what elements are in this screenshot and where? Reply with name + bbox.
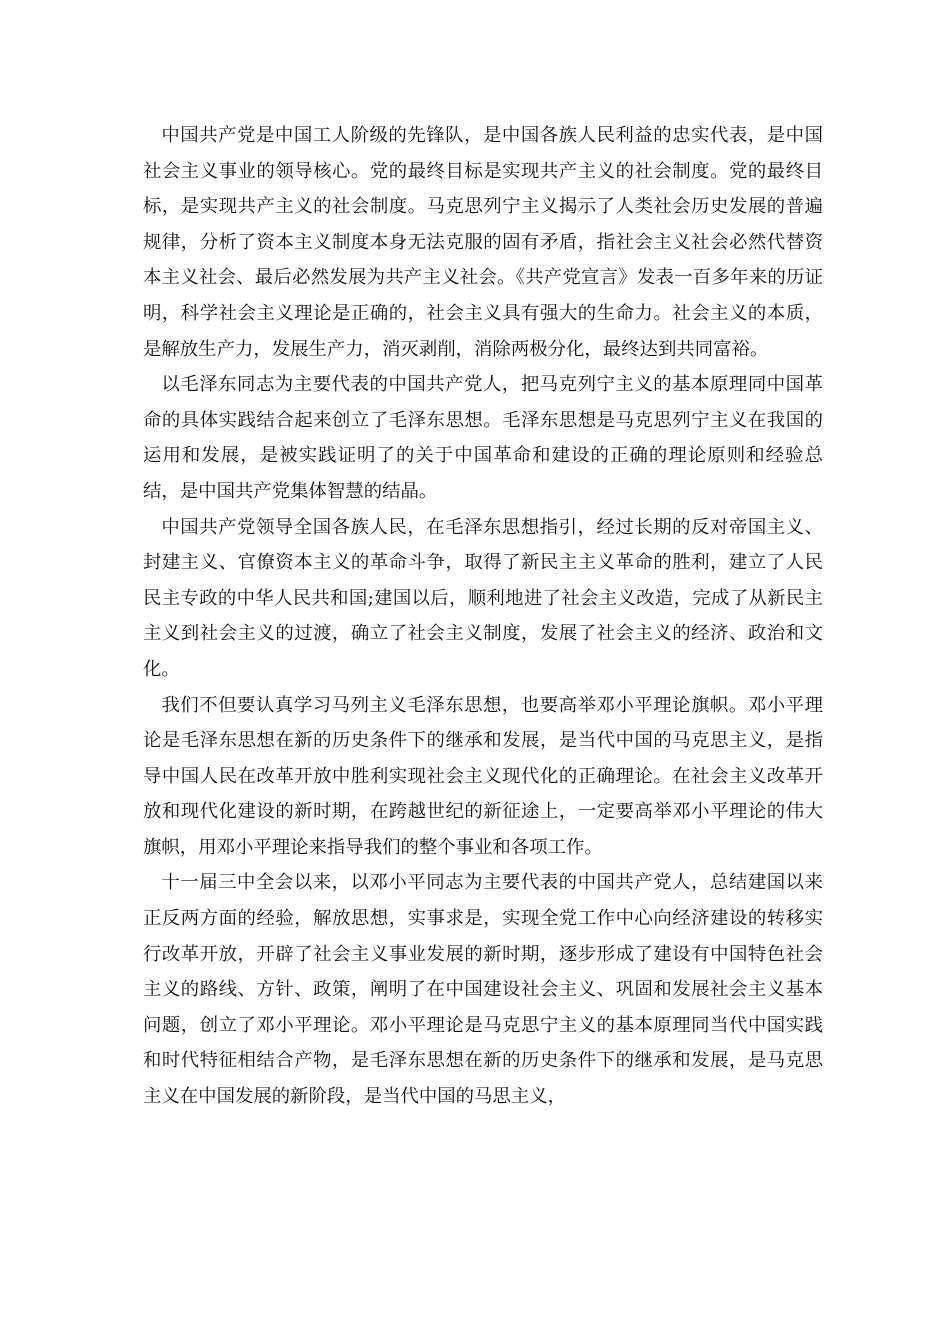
paragraph-5: 十一届三中全会以来，以邓小平同志为主要代表的中国共产党人，总结建国以来正反两方面的经验，解放思想，实事求是，实现全党工作中心向经济建设的转移实行改革开放，开辟了社会主义事业发展的新时期，逐步形成了建设有中国特色社会主义的路线、方针、政策，阐明了在中国建设社会主义、巩固和发展社会主义基本问题，创立了邓小平理论。邓小平理论是马克思宁主义的基本原理同当代中国实践和时代特征相结合产物，是毛泽东思想在新的历史条件下的继承和发展，是马克思主义在中国发展的新阶段，是当代中国的马思主义， — [143, 872, 823, 1108]
document-body — [143, 118, 823, 1115]
paragraph-1: 中国共产党是中国工人阶级的先锋队，是中国各族人民利益的忠实代表，是中国社会主义事业的领导核心。党的最终目标是实现共产主义的社会制度。党的最终目标，是实现共产主义的社会制度。马克思列宁主义揭示了人类社会历史发展的普遍规律，分析了资本主义制度本身无法克服的固有矛盾，指社会主义社会必然代替资本主义社会、最后必然发展为共产主义社会。《共产党宣言》发表一百多年来的历证明，科学社会主义理论是正确的，社会主义具有强大的生命力。社会主义的本质，是解放生产力，发展生产力，消灭剥削，消除两极分化，最终达到共同富裕。 — [143, 125, 823, 360]
paragraph-2: 以毛泽东同志为主要代表的中国共产党人，把马克列宁主义的基本原理同中国革命的具体实践结合起来创立了毛泽东思想。毛泽东思想是马克思列宁主义在我国的运用和发展，是被实践证明了的关于中国革命和建设的正确的理论原则和经验总结，是中国共产党集体智慧的结晶。 — [143, 374, 823, 502]
paragraph-4: 我们不但要认真学习马列主义毛泽东思想，也要高举邓小平理论旗帜。邓小平理论是毛泽东思想在新的历史条件下的继承和发展，是当代中国的马克思主义，是指导中国人民在改革开放中胜利实现社会主义现代化的正确理论。在社会主义改革开放和现代化建设的新时期，在跨越世纪的新征途上，一定要高举邓小平理论的伟大旗帜，用邓小平理论来指导我们的整个事业和各项工作。 — [143, 694, 823, 858]
paragraph-3: 中国共产党领导全国各族人民，在毛泽东思想指引，经过长期的反对帝国主义、封建主义、官僚资本主义的革命斗争，取得了新民主主义革命的胜利，建立了人民民主专政的中华人民共和国;建国以后，顺利地进了社会主义改造，完成了从新民主主义到社会主义的过渡，确立了社会主义制度，发展了社会主义的经济、政治和文化。 — [143, 516, 823, 680]
